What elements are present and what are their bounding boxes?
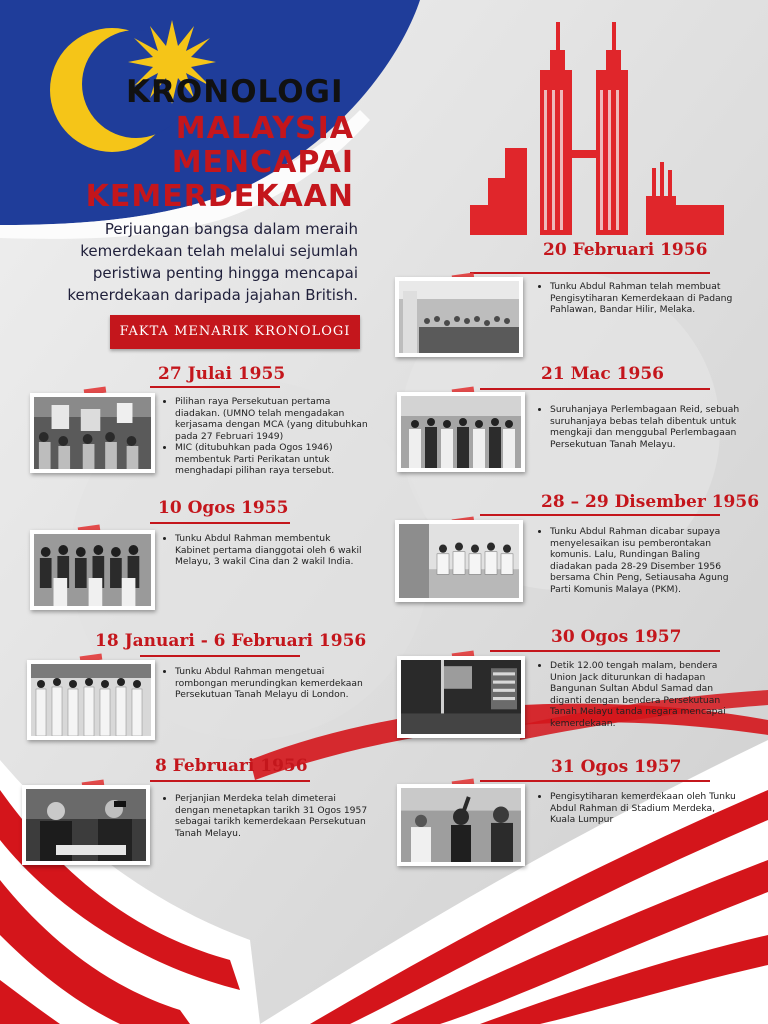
bullet: • Tunku Abdul Rahman membentuk Kabinet pertama dianggotai oleh 6 wakil Melayu, 3 wakil Cina dan 2 wakil India. [175,533,368,568]
divider [490,650,720,652]
event-photo [397,784,525,866]
divider [470,272,710,274]
event-text [538,791,743,826]
event-text [163,533,368,568]
bullet: • Suruhanjaya Perlembagaan Reid, sebuah suruhanjaya bebas telah dibentuk untuk mengkaji dan menggubal Perlembagaan Persekutuan Tanah Melayu. [550,404,743,450]
event-text [538,281,743,316]
bullet: • Detik 12.00 tengah malam, bendera Union Jack diturunkan di hadapan Bangunan Sultan Abdul Samad dan diganti dengan bendera Persekutuan Tanah Melayu tanda negara mencapai kemerdekaan. [550,660,743,729]
title-line-3: MENCAPAI [171,145,354,180]
event-photo [27,660,155,740]
divider [480,514,720,516]
event-text [538,660,743,729]
event-date: 27 Julai 1955 [158,364,286,384]
title-line-4: KEMERDEKAAN [85,179,354,214]
event-date: 30 Ogos 1957 [551,627,682,647]
section-label: FAKTA MENARIK KRONOLOGI [110,315,360,349]
event-date: 21 Mac 1956 [541,364,664,384]
event-photo [30,393,155,473]
divider [150,522,290,524]
event-text [163,396,368,477]
commission-photo-icon [401,396,521,468]
bullet: • Tunku Abdul Rahman mengetuai rombongan merundingkan kemerdekaan Persekutuan Tanah Melayu di London. [175,666,368,701]
bullet: • Pengisytiharan kemerdekaan oleh Tunku Abdul Rahman di Stadium Merdeka, Kuala Lumpur [550,791,743,826]
crowd-photo-icon [34,397,151,469]
bullet: • Perjanjian Merdeka telah dimeterai dengan menetapkan tarikh 31 Ogos 1957 sebagai tarikh kemerdekaan Persekutuan Tanah Melayu. [175,793,368,839]
event-photo [395,520,523,602]
divider [150,780,310,782]
group-photo-icon [34,534,151,606]
title-line-2: MALAYSIA [175,111,354,146]
bullet: • MIC (ditubuhkan pada Ogos 1946) membentuk Parti Perikatan untuk menghadapi pilihan raya tersebut. [175,442,368,477]
bullet: • Tunku Abdul Rahman telah membuat Pengisytiharan Kemerdekaan di Padang Pahlawan, Bandar Hilir, Melaka. [550,281,743,316]
event-photo [397,656,525,738]
event-photo [30,530,155,610]
delegation-photo-icon [31,664,151,736]
divider [480,780,710,782]
bullet: • Pilihan raya Persekutuan pertama diadakan. (UMNO telah mengadakan kerjasama dengan MCA (yang ditubuhkan pada 27 Februari 1949) [175,396,368,442]
event-date: 31 Ogos 1957 [551,757,682,777]
signing-photo-icon [26,789,146,861]
event-text [538,404,743,450]
divider [140,655,300,657]
event-date: 8 Februari 1956 [155,756,308,776]
meeting-photo-icon [399,524,519,598]
event-text [538,526,743,595]
event-photo [22,785,150,865]
divider [150,386,280,388]
merdeka-photo-icon [401,788,521,862]
event-date: 28 – 29 Disember 1956 [541,492,760,512]
rally-photo-icon [399,281,519,353]
event-photo [397,392,525,472]
bullet: • Tunku Abdul Rahman dicabar supaya menyelesaikan isu pemberontakan komunis. Lalu, Rundingan Baling diadakan pada 28-29 Disember 1956 bersama Chin Peng, Setiausaha Agung Parti Komunis Malaya (PKM). [550,526,743,595]
event-text [163,793,368,839]
title-line-1: KRONOLOGI [126,74,344,110]
flag-photo-icon [401,660,521,734]
event-date: 10 Ogos 1955 [158,498,289,518]
divider [480,388,710,390]
event-text [163,666,368,701]
event-date: 18 Januari - 6 Februari 1956 [95,631,367,651]
intro-paragraph: Perjuangan bangsa dalam meraih kemerdekaan telah melalui sejumlah peristiwa penting hingga mencapai kemerdekaan daripada jajahan British. [67,220,358,304]
event-photo [395,277,523,357]
event-date: 20 Februari 1956 [543,240,708,260]
